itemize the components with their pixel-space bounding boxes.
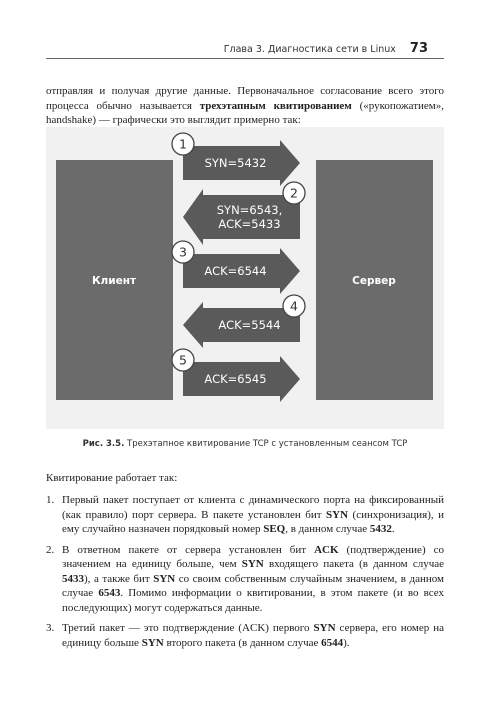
arrow-label-5: ACK=6545 xyxy=(204,372,267,386)
steps-lead: Квитирование работает так: xyxy=(46,472,178,484)
step-text: (синхронизация), и ему случайно назначен порядковый номер xyxy=(62,508,444,535)
arrow-label-4: ACK=5544 xyxy=(218,318,281,332)
chapter-title: Глава 3. Диагностика сети в Linux xyxy=(223,44,396,55)
page-number: 73 xyxy=(409,41,428,56)
step-item xyxy=(46,621,444,650)
arrow-label-2: ACK=5433 xyxy=(218,217,281,231)
step-text: со своим собственным случайным значением, в данном случае xyxy=(62,572,444,599)
step-text: (подтверждение) со значением на единицу больше, чем xyxy=(62,543,444,570)
step-item xyxy=(46,493,444,537)
intro-text-1: отправляя и получая другие данные. Первоначальное согласование всего этого процесса обычно называется xyxy=(46,85,444,112)
step-bold: SYN xyxy=(141,636,164,649)
step-text: В ответном пакете от сервера установлен бит xyxy=(62,543,315,556)
step-bold: ACK xyxy=(314,543,339,556)
caption-label: Рис. 3.5. xyxy=(82,439,125,449)
step-badge-number-3: 3 xyxy=(179,244,187,260)
step-bold: SEQ xyxy=(263,523,286,535)
tcp-handshake-figure xyxy=(46,127,444,429)
step-text: , в данном случае xyxy=(285,523,370,535)
step-text: ). xyxy=(343,636,350,649)
step-bold: 6543 xyxy=(98,587,121,599)
steps-list xyxy=(46,493,444,656)
step-text: второго пакета (в данном случае xyxy=(163,636,322,649)
step-text: Первый пакет поступает от клиента с динамического порта на фиксированный (как правило) порт сервера. В пакете установлен бит xyxy=(62,494,444,521)
step-bold: SYN xyxy=(153,572,176,585)
step-text: сервера, его номер на единицу больше xyxy=(62,622,444,649)
arrow-label-1: SYN=5432 xyxy=(204,156,267,170)
figure-caption xyxy=(46,439,444,449)
step-badge-number-1: 1 xyxy=(179,136,187,152)
step-bold: 5433 xyxy=(62,572,84,585)
step-bold: SYN xyxy=(326,508,349,521)
step-bold: SYN xyxy=(241,558,264,570)
step-text: Третий пакет — это подтверждение (ACK) первого xyxy=(62,622,314,634)
arrow-label-2: SYN=6543, xyxy=(216,203,283,217)
step-number: 2. xyxy=(46,543,55,556)
step-bold: 6544 xyxy=(321,636,344,649)
step-number: 1. xyxy=(46,494,55,506)
intro-paragraph xyxy=(46,84,444,128)
step-text: . xyxy=(391,523,395,535)
intro-text-2: («рукопожатием», handshake) — графически это выглядит примерно так: xyxy=(46,99,444,126)
step-item xyxy=(46,543,444,616)
running-header xyxy=(224,41,428,56)
step-text: входящего пакета (в данном случае xyxy=(263,558,444,570)
client-label: Клиент xyxy=(91,275,137,287)
step-badge-number-5: 5 xyxy=(179,352,187,368)
header-rule xyxy=(46,58,444,59)
step-bold: 5432 xyxy=(369,523,392,535)
step-number: 3. xyxy=(46,622,55,634)
step-badge-number-2: 2 xyxy=(290,185,298,201)
step-text: . Помимо информации о квитировании, в этом пакете (и во всех последующих) могут содержаться данные. xyxy=(62,587,444,614)
step-text: ), а также бит xyxy=(84,572,154,585)
server-label: Сервер xyxy=(352,275,396,287)
step-bold: SYN xyxy=(313,622,336,634)
caption-text: Трехэтапное квитирование TCP с установленным сеансом TCP xyxy=(124,439,408,449)
intro-term: трехэтапным квитированием xyxy=(199,99,352,112)
arrow-label-3: ACK=6544 xyxy=(204,264,267,278)
step-badge-number-4: 4 xyxy=(290,298,298,314)
